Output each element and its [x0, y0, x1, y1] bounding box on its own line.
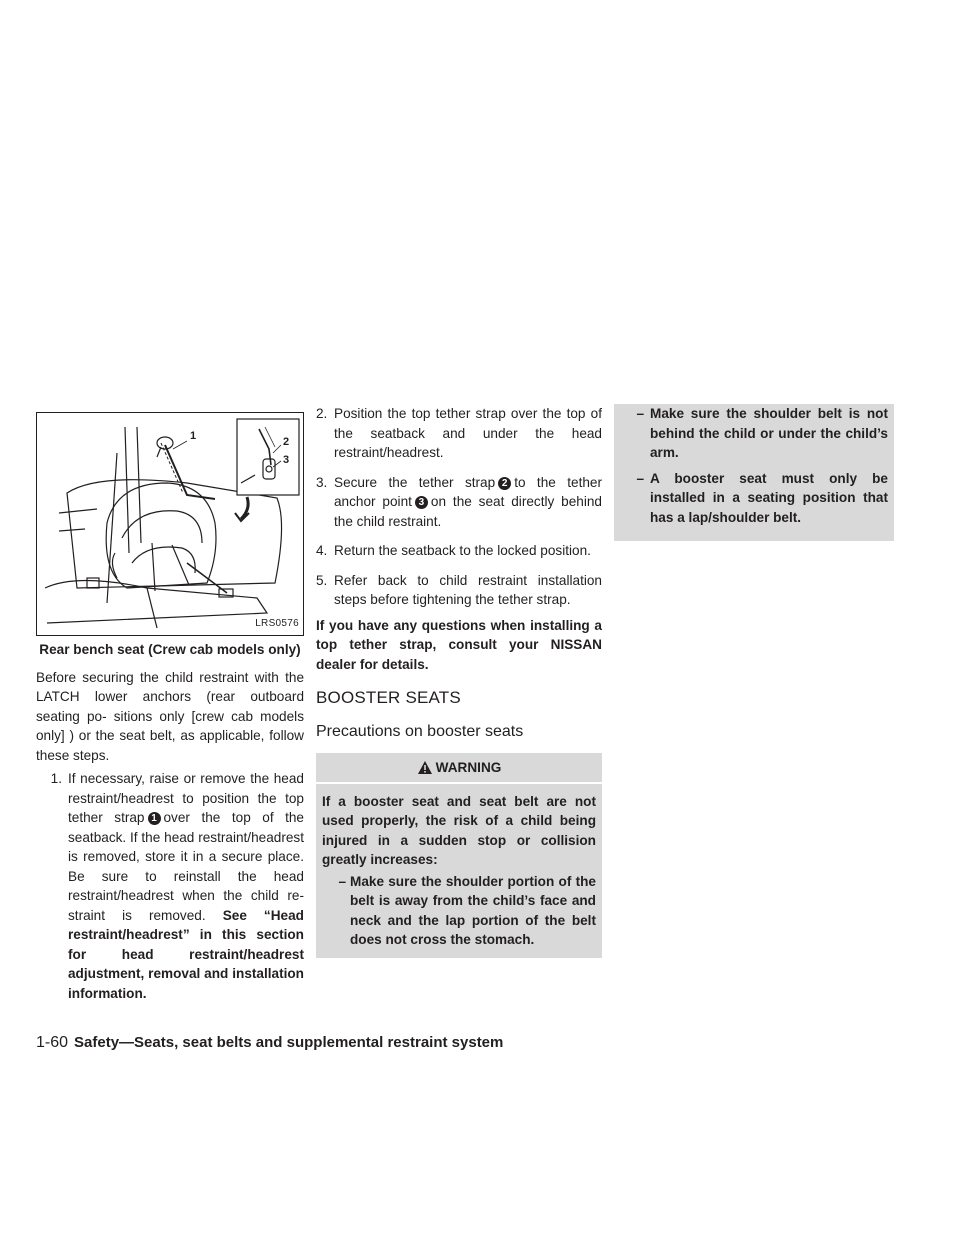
step-text: Refer back to child restraint installation steps before tightening the tether strap. [334, 572, 602, 607]
step-number: 5. [316, 572, 328, 588]
figure-rear-bench-seat [36, 412, 304, 636]
step-text [68, 769, 304, 1003]
step-number: 3. [316, 474, 328, 490]
step-text-part: to the tether anchor point [334, 474, 602, 509]
warning-item-text: A booster seat must only be installed in a seating position that has a lap/shoulder belt. [650, 470, 888, 525]
subsection-title: Precautions on booster seats [316, 722, 524, 740]
warning-header [316, 758, 602, 784]
warning-box [316, 753, 602, 958]
warning-icon [417, 760, 433, 776]
intro-paragraph: Before securing the child restraint with the LATCH lower anchors (rear outboard seating po- sitions only [crew cab models only] ) or the seat belt, as applicable, follow these steps. [36, 669, 304, 763]
step-number: 4. [316, 543, 328, 558]
figure-caption: Rear bench seat (Crew cab models only) [39, 642, 301, 657]
cross-reference: See “Head restraint/headrest” in this section for head restraint/headrest adjustment, removal and installation information. [68, 907, 304, 1001]
step-text: Position the top tether strap over the top of the seatback and under the head restraint/headrest. [334, 406, 602, 460]
dash-bullet: – [636, 470, 644, 486]
page-footer [36, 1034, 503, 1052]
callout-1: 1 [190, 430, 197, 442]
warning-body: If a booster seat and seat belt are not used properly, the risk of a child being injured in a sudden stop or collision greatly increases: [322, 793, 596, 867]
dash-bullet: – [636, 406, 644, 421]
warning-box-continued [614, 404, 894, 541]
seat-illustration [37, 413, 303, 635]
chapter-title: Safety—Seats, seat belts and supplemental restraint system [74, 1034, 504, 1051]
step-2 [316, 404, 602, 463]
column-middle [316, 404, 602, 958]
step-4 [316, 541, 602, 561]
callout-3: 3 [283, 454, 290, 466]
column-left [36, 412, 304, 1008]
figure-code: LRS0576 [255, 617, 299, 629]
callout-circle-1: 1 [148, 812, 161, 825]
callout-2: 2 [283, 436, 290, 448]
column-right [614, 404, 894, 541]
dealer-note: If you have any questions when installing a top tether strap, consult your NISSAN dealer for details. [316, 617, 602, 672]
callout-circle-3: 3 [415, 496, 428, 509]
step-3 [316, 473, 602, 532]
warning-item-text: Make sure the shoulder belt is not behind the child or under the child’s arm. [650, 406, 888, 460]
step-text: Return the seatback to the locked position. [334, 543, 591, 558]
warning-item [322, 872, 596, 950]
step-number: 2. [316, 406, 328, 421]
step-text-part: If necessary, raise or remove the head restraint/headrest to position the top tether strap [68, 771, 304, 825]
section-title: BOOSTER SEATS [316, 688, 461, 707]
step-text-part: over the top of the seatback. If the head restraint/headrest is removed, store it in a secure place. Be sure to reinstall the head restraint/headrest when the child re- straint is removed. [68, 810, 304, 923]
step-number: 1. [50, 771, 62, 786]
step-5 [316, 571, 602, 610]
warning-item [620, 404, 888, 463]
callout-circle-2: 2 [498, 477, 511, 490]
warning-item-text: Make sure the shoulder portion of the belt is away from the child’s face and neck and the lap portion of the belt does not cross the stomach. [350, 873, 596, 947]
dash-bullet: – [338, 873, 346, 889]
page-number: 1-60 [36, 1034, 69, 1051]
step-1 [36, 769, 304, 1003]
warning-title: WARNING [435, 760, 502, 775]
step-text [334, 473, 602, 532]
warning-item [620, 469, 888, 528]
step-text-part: Secure the tether strap [334, 474, 496, 490]
step-text-part: on the seat directly behind the child restraint. [334, 494, 602, 529]
